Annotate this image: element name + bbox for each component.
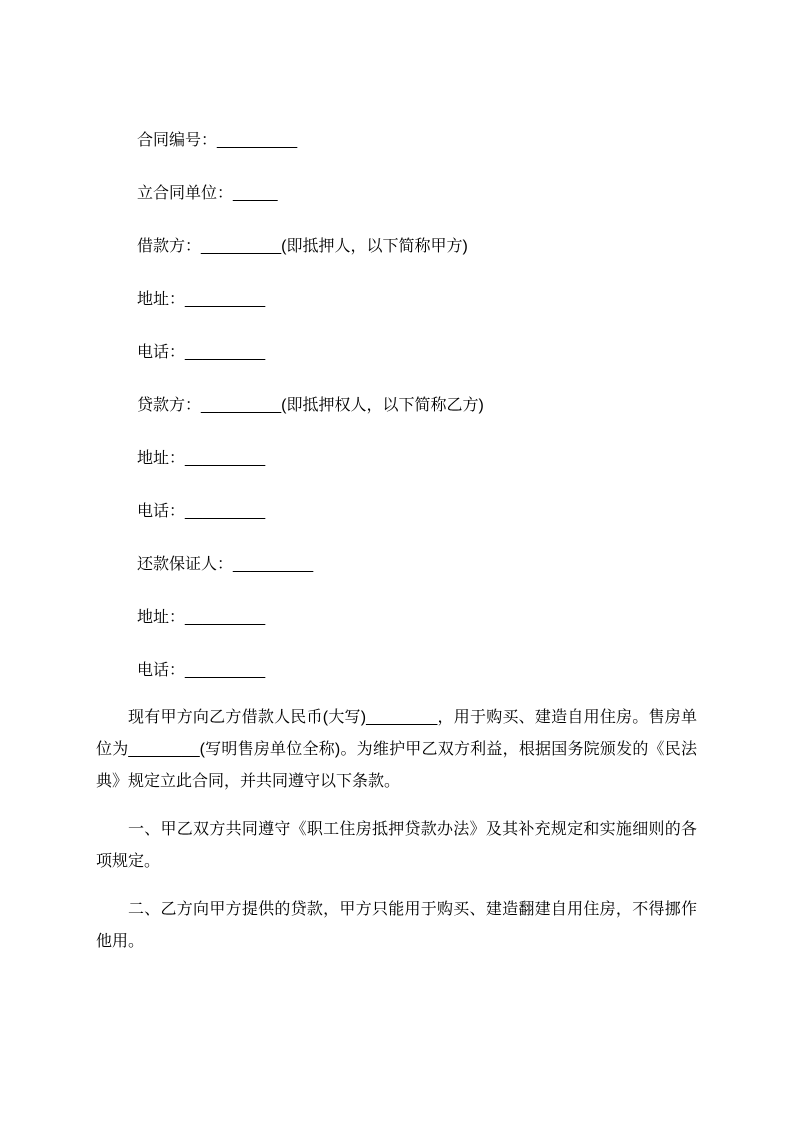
field-lender-address (96, 443, 697, 475)
field-label: 电话： (137, 503, 186, 520)
field-label: 地址： (137, 291, 186, 308)
fill-in-blank: _________ (185, 503, 266, 520)
field-borrower-phone (96, 337, 697, 369)
field-guarantor-address (96, 602, 697, 634)
fill-in-blank: _________ (217, 132, 298, 149)
field-label: 还款保证人： (137, 556, 234, 573)
field-label: 立合同单位： (137, 185, 234, 202)
field-lender (96, 390, 697, 422)
field-label: 地址： (137, 450, 186, 467)
field-contract-number (96, 125, 697, 157)
fill-in-blank: _________ (233, 556, 314, 573)
field-borrower (96, 231, 697, 263)
fill-in-blank: _________ (201, 397, 282, 414)
paragraph-clause-2: 二、乙方向甲方提供的贷款，甲方只能用于购买、建造翻建自用住房，不得挪作他用。 (96, 901, 697, 950)
field-suffix: (即抵押权人，以下简称乙方) (281, 397, 484, 414)
fill-in-blank: _________ (185, 450, 266, 467)
field-contracting-unit (96, 178, 697, 210)
field-lender-phone (96, 496, 697, 528)
fill-in-blank: _________ (185, 291, 266, 308)
fill-in-blank: _________ (185, 609, 266, 626)
paragraph-clause-1: 一、甲乙双方共同遵守《职工住房抵押贷款办法》及其补充规定和实施细则的各项规定。 (96, 821, 697, 870)
fill-in-blank: _____ (233, 185, 278, 202)
paragraph-loan-purpose: 现有甲方向乙方借款人民币(大写)________，用于购买、建造自用住房。售房单位为________(写明售房单位全称)。为维护甲乙双方利益，根据国务院颁发的《民法典》规定立此合同，并共同遵守以下条款。 (96, 709, 697, 790)
field-repayment-guarantor (96, 549, 697, 581)
field-label: 贷款方： (137, 397, 202, 414)
fill-in-blank: _________ (185, 344, 266, 361)
field-guarantor-phone (96, 655, 697, 687)
field-borrower-address (96, 284, 697, 316)
field-suffix: (即抵押人，以下简称甲方) (281, 238, 468, 255)
field-label: 借款方： (137, 238, 202, 255)
fill-in-blank: _________ (201, 238, 282, 255)
field-label: 电话： (137, 344, 186, 361)
fill-in-blank: _________ (185, 662, 266, 679)
field-label: 地址： (137, 609, 186, 626)
field-label: 合同编号： (137, 132, 218, 149)
field-label: 电话： (137, 662, 186, 679)
